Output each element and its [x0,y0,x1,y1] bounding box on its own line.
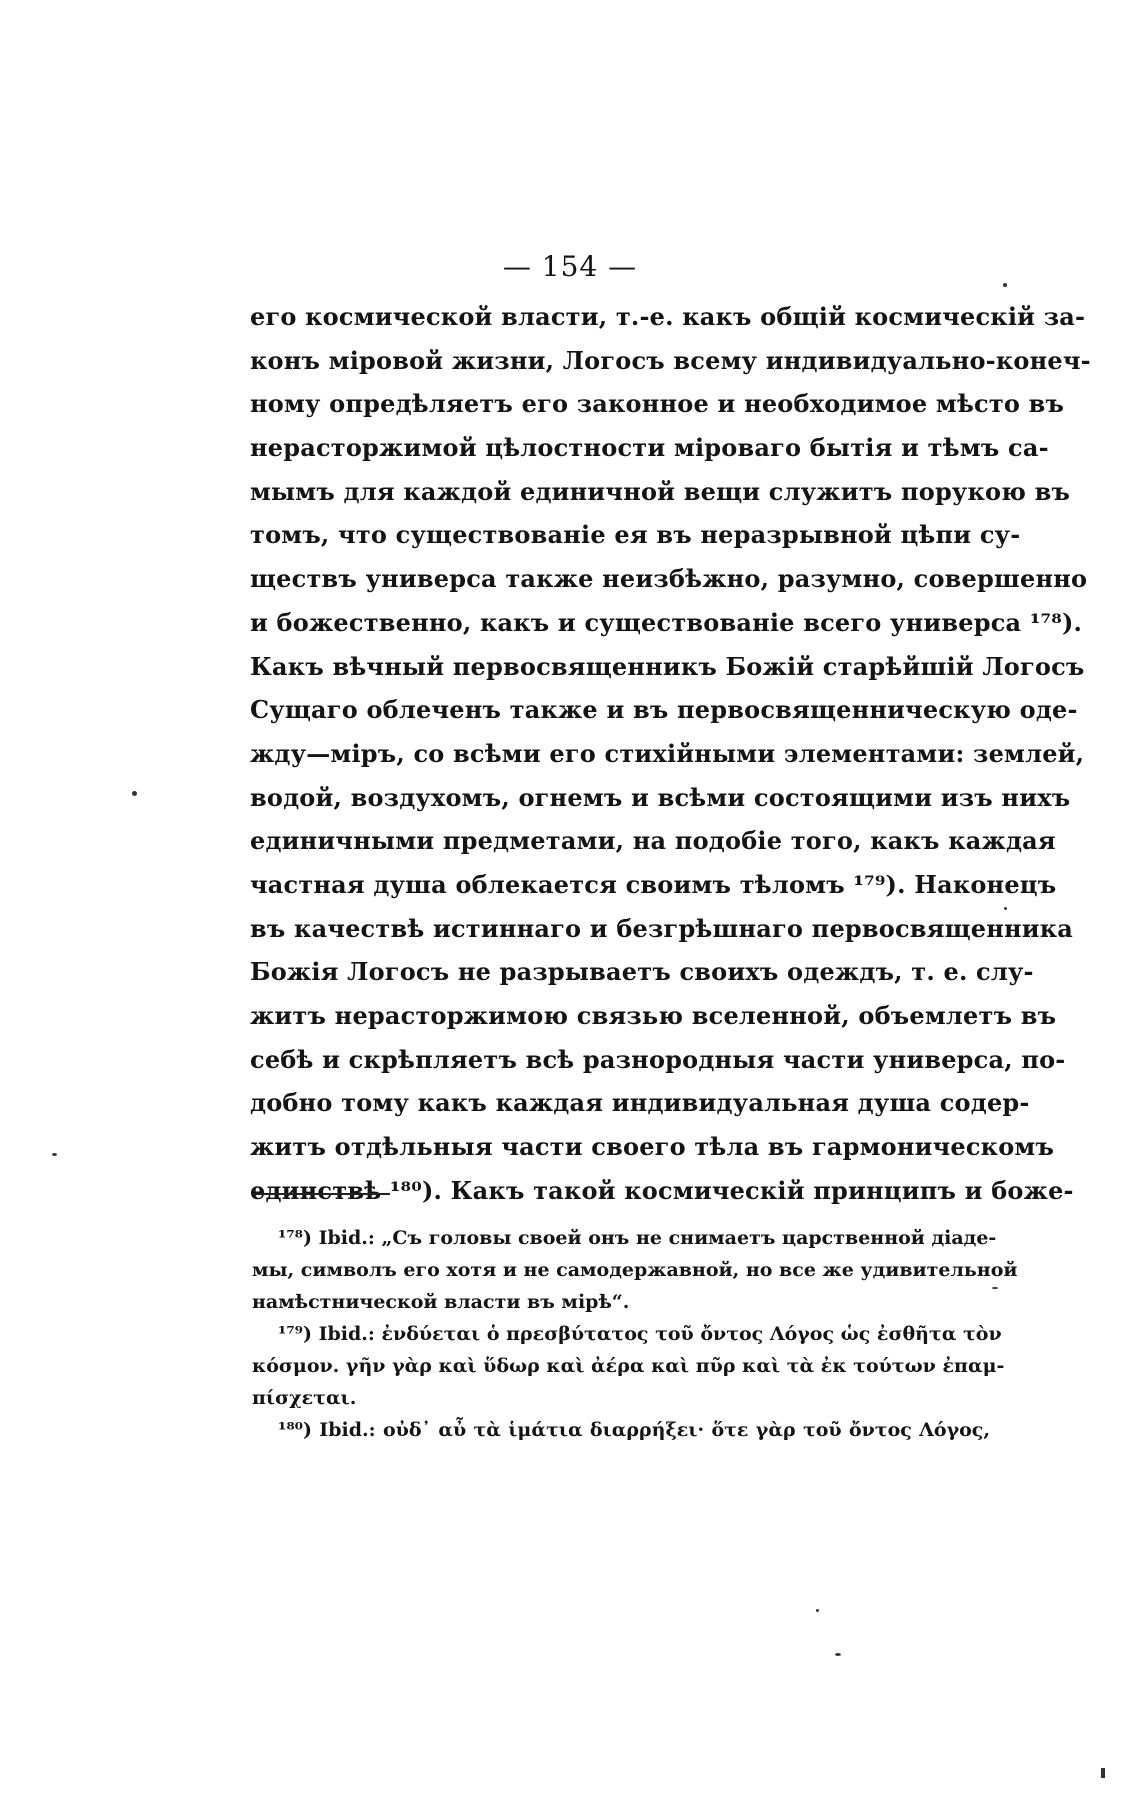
text-line: Сущаго облеченъ также и въ первосвященническую оде- [250,695,1078,725]
text-line: ному опредѣляетъ его законное и необходимое мѣсто въ [250,389,1065,419]
text-line: мымъ для каждой единичной вещи служитъ порукою въ [250,476,1071,506]
text-line: Какъ вѣчный первосвященникъ Божій старѣйшій Логосъ [250,651,1085,681]
footnote-line: ¹⁷⁸) Ibid.: „Съ головы своей онъ не снимаетъ царственной діаде- [278,1227,997,1249]
text-line: частная душа облекается своимъ тѣломъ ¹⁷⁹). Наконецъ [250,869,1057,899]
text-line: нерасторжимой цѣлостности міроваго бытія и тѣмъ са- [250,433,1049,463]
scan-speck [132,791,137,796]
footnote-line: мы, символъ его хотя и не самодержавной, но все же удивительной [252,1259,1018,1281]
text-line: себѣ и скрѣпляетъ всѣ разнородныя части универса, по- [250,1044,1066,1074]
footnote-line: πίσχεται. [252,1387,357,1409]
text-line: томъ, что существованіе ея въ неразрывной цѣпи су- [250,520,1021,550]
text-line: житъ отдѣльныя части своего тѣла въ гармоническомъ [250,1132,1055,1162]
footnote-178 [252,1222,1018,1318]
scan-speck [835,1653,841,1656]
footnote-line: ¹⁷⁹) Ibid.: ἐνδύεται ὁ πρεσβύτατος τοῦ ὄντος Λόγος ὡς ἐσθῆτα τὸν [278,1323,1002,1345]
footnotes-block [252,1222,1018,1446]
scan-speck [992,1287,998,1289]
footnote-180 [252,1414,990,1446]
page-number: — 154 — [502,250,638,283]
text-line: добно тому какъ каждая индивидуальная душа содер- [250,1088,1030,1118]
text-line: Божія Логосъ не разрываетъ своихъ одеждъ, т. е. слу- [250,957,1034,987]
footnote-separator-rule [253,1193,390,1195]
text-line: конъ міровой жизни, Логосъ всему индивидуально-конеч- [250,345,1091,375]
scan-speck [52,1153,57,1156]
text-line: единичными предметами, на подобіе того, какъ каждая [250,826,1056,856]
footnote-line: κόσμον. γῆν γὰρ καὶ ὕδωρ καὶ ἀέρα καὶ πῦρ καὶ τὰ ἐκ τούτων ἐπαμ- [252,1355,1005,1377]
scan-speck [816,1609,819,1612]
text-line: водой, воздухомъ, огнемъ и всѣми состоящими изъ нихъ [250,782,1071,812]
scan-speck [1101,1768,1105,1778]
footnote-179 [252,1318,1005,1414]
scan-speck [1004,907,1007,910]
main-text-block [250,295,1091,1212]
text-line: и божественно, какъ и существованіе всего универса ¹⁷⁸). [250,607,1083,637]
text-line: жду—міръ, со всѣми его стихійными элементами: землей, [250,738,1085,768]
footnote-line: намѣстнической власти въ мірѣ“. [252,1291,630,1313]
scan-speck [1003,283,1007,287]
text-line: ществъ универса также неизбѣжно, разумно, совершенно [250,564,1088,594]
text-line: въ качествѣ истиннаго и безгрѣшнаго первосвященника [250,913,1074,943]
text-line: житъ нерасторжимою связью вселенной, объемлетъ въ [250,1001,1057,1030]
text-line: его космической власти, т.-е. какъ общій космическій за- [250,302,1086,331]
text-line: единствѣ ¹⁸⁰). Какъ такой космическій принципъ и боже- [250,1175,1074,1205]
footnote-line: ¹⁸⁰) Ibid.: οὐδ᾽ αὖ τὰ ἱμάτια διαρρήξει· ὅτε γὰρ τοῦ ὄντος Λόγος, [278,1419,990,1441]
